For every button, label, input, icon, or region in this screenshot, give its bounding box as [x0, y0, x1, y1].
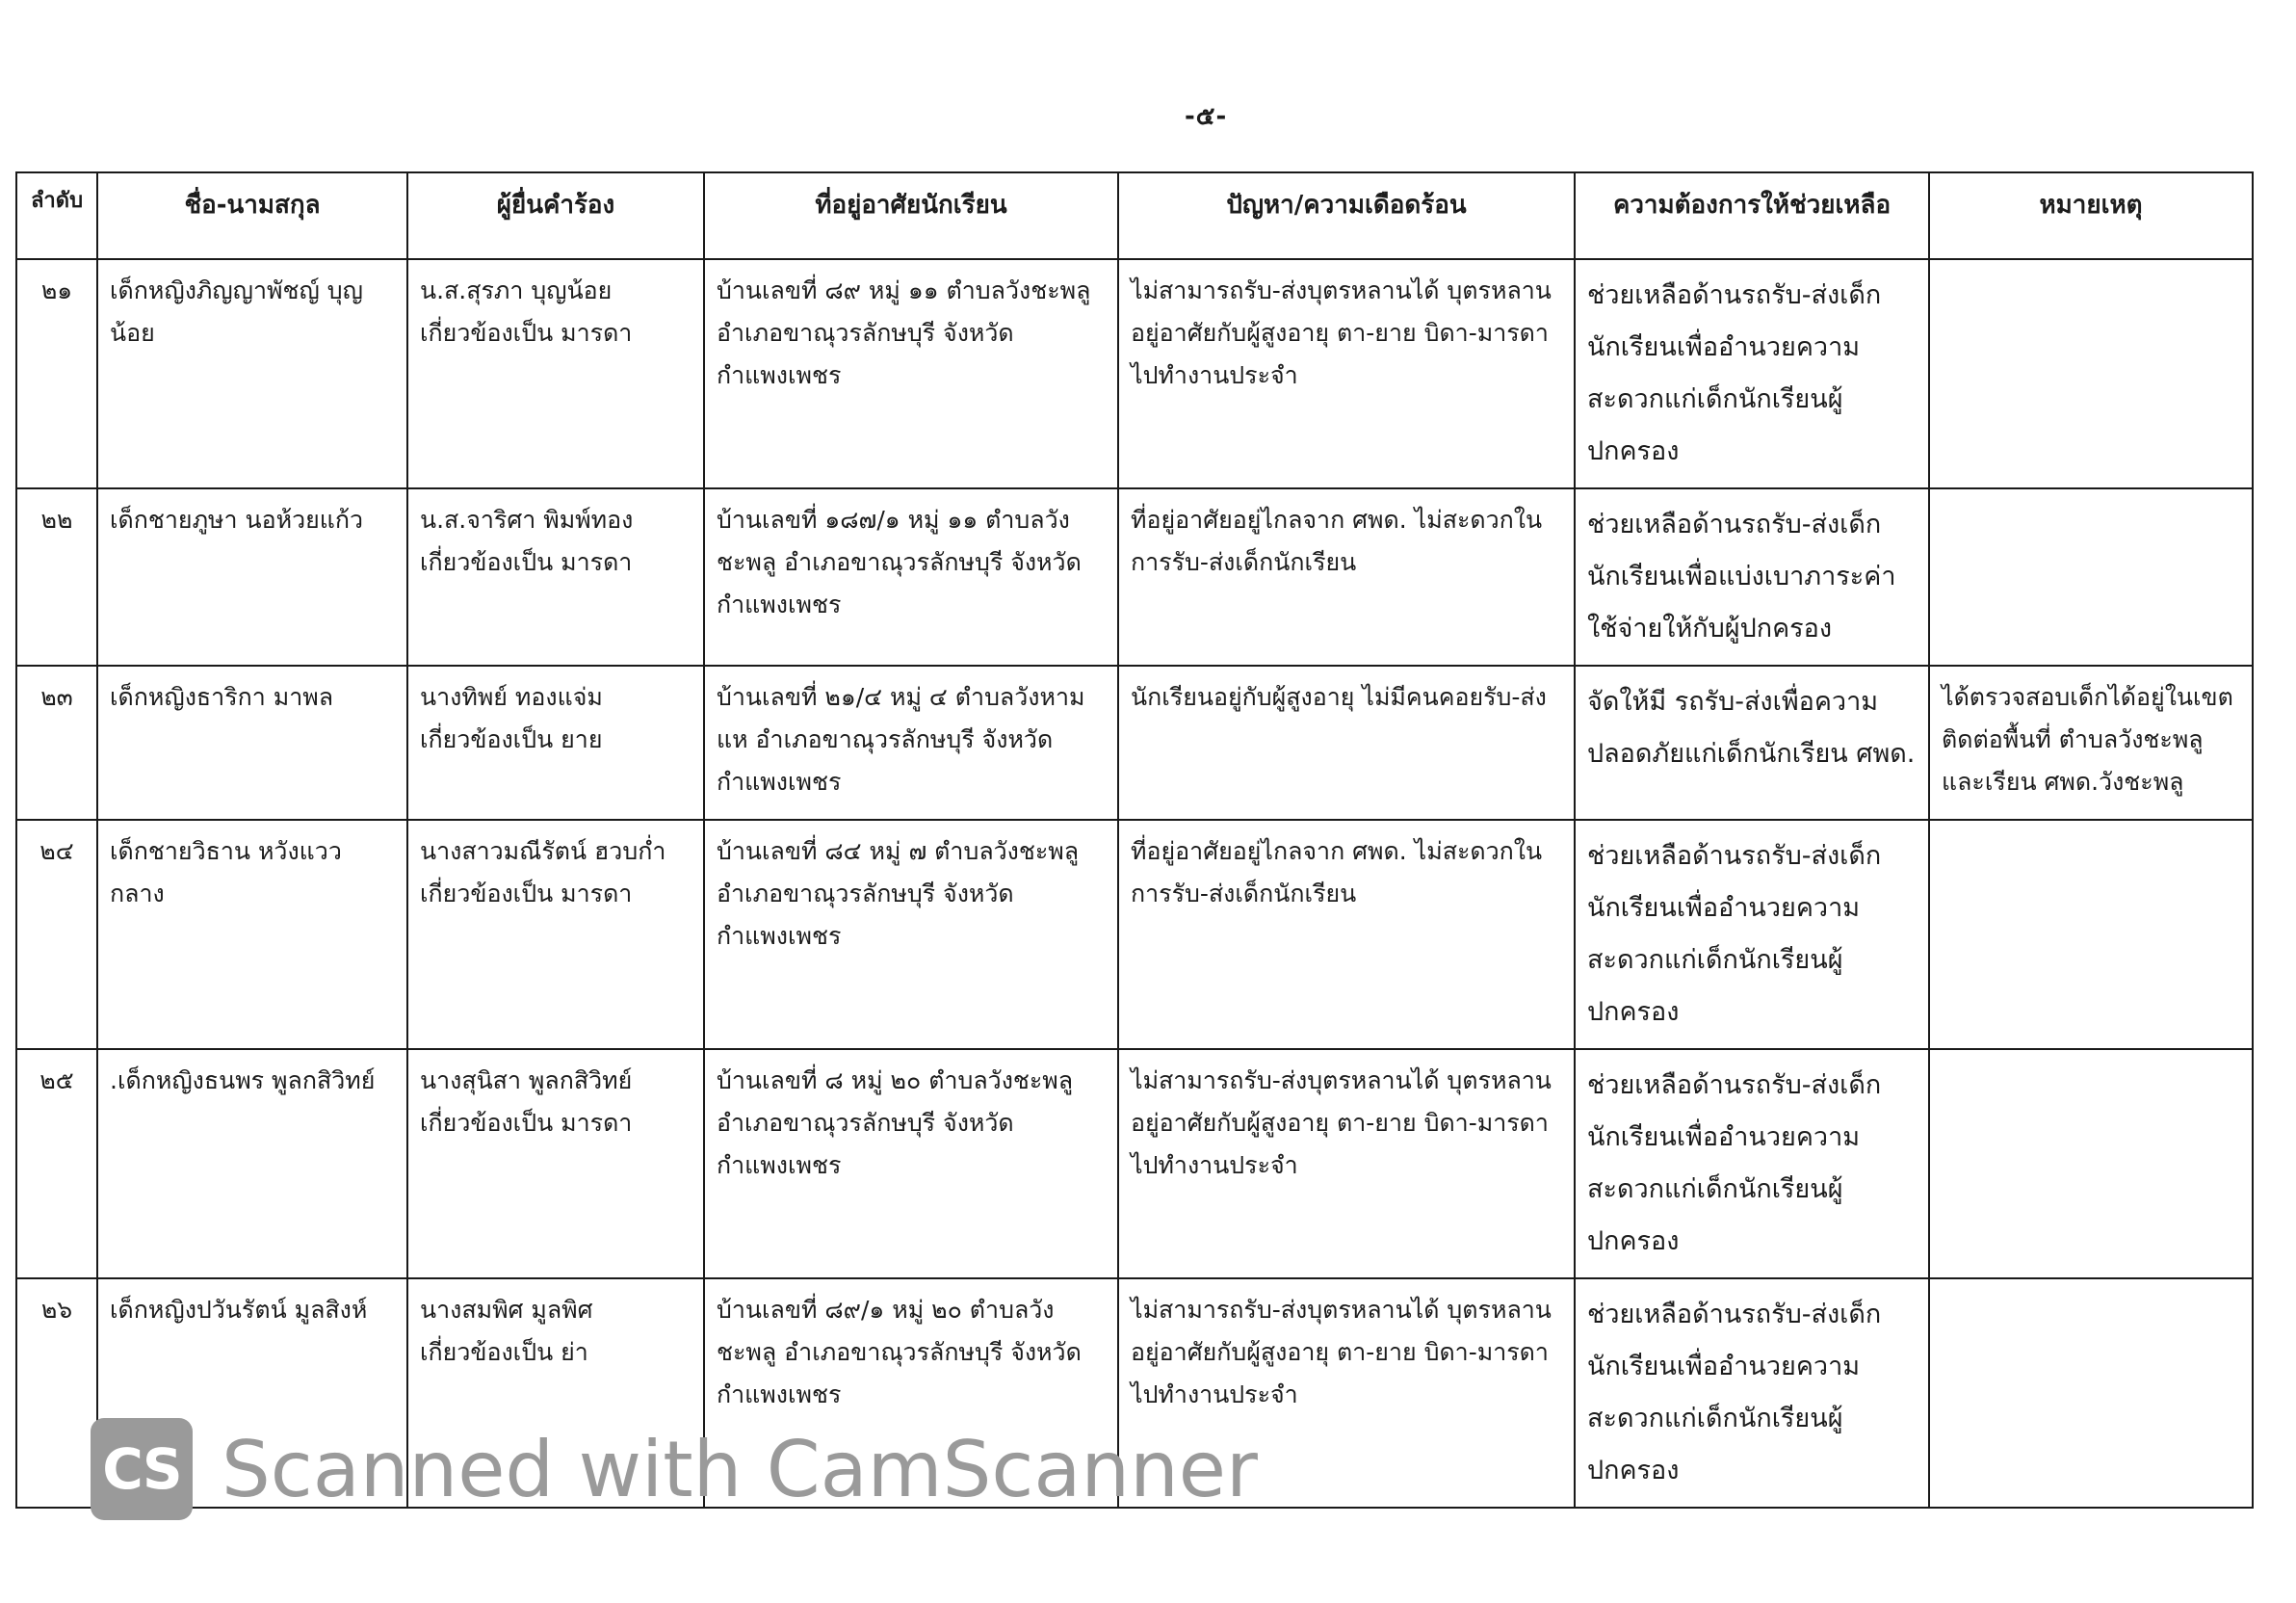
header-applicant: ผู้ยื่นคำร้อง	[407, 172, 704, 259]
cell-remark	[1929, 1049, 2253, 1278]
header-problem: ปัญหา/ความเดือดร้อน	[1118, 172, 1575, 259]
cell-need: ช่วยเหลือด้านรถรับ-ส่งเด็กนักเรียนเพื่ออำนวยความสะดวกแก่เด็กนักเรียนผู้ปกครอง	[1575, 1049, 1929, 1278]
cell-no: ๒๑	[16, 259, 97, 488]
cell-problem: ที่อยู่อาศัยอยู่ไกลจาก ศพด. ไม่สะดวกในการรับ-ส่งเด็กนักเรียน	[1118, 820, 1575, 1049]
cell-problem: ไม่สามารถรับ-ส่งบุตรหลานได้ บุตรหลานอยู่อาศัยกับผู้สูงอายุ ตา-ยาย บิดา-มารดาไปทำงานประจำ	[1118, 1049, 1575, 1278]
cell-applicant: นางสมพิศ มูลพิศ เกี่ยวข้องเป็น ย่า	[407, 1278, 704, 1508]
cell-need: ช่วยเหลือด้านรถรับ-ส่งเด็กนักเรียนเพื่อแบ่งเบาภาระค่าใช้จ่ายให้กับผู้ปกครอง	[1575, 488, 1929, 666]
table-row	[16, 820, 2253, 1049]
cell-name: เด็กหญิงธาริกา มาพล	[97, 666, 407, 820]
header-address: ที่อยู่อาศัยนักเรียน	[704, 172, 1118, 259]
cell-remark	[1929, 259, 2253, 488]
cell-address: บ้านเลขที่ ๘๙ หมู่ ๑๑ ตำบลวังชะพลู อำเภอขาณุวรลักษบุรี จังหวัดกำแพงเพชร	[704, 259, 1118, 488]
cell-address: บ้านเลขที่ ๘๔ หมู่ ๗ ตำบลวังชะพลู อำเภอขาณุวรลักษบุรี จังหวัดกำแพงเพชร	[704, 820, 1118, 1049]
cell-problem: ที่อยู่อาศัยอยู่ไกลจาก ศพด. ไม่สะดวกในการรับ-ส่งเด็กนักเรียน	[1118, 488, 1575, 666]
cell-no: ๒๕	[16, 1049, 97, 1278]
cell-remark	[1929, 1278, 2253, 1508]
cell-need: จัดให้มี รถรับ-ส่งเพื่อความปลอดภัยแก่เด็กนักเรียน ศพด.	[1575, 666, 1929, 820]
table-row	[16, 259, 2253, 488]
cell-need: ช่วยเหลือด้านรถรับ-ส่งเด็กนักเรียนเพื่ออำนวยความสะดวกแก่เด็กนักเรียนผู้ปกครอง	[1575, 259, 1929, 488]
cell-name: เด็กหญิงภิญญาพัชญ์ บุญน้อย	[97, 259, 407, 488]
cell-name: .เด็กหญิงธนพร พูลกสิวิทย์	[97, 1049, 407, 1278]
cell-remark	[1929, 820, 2253, 1049]
cell-problem: นักเรียนอยู่กับผู้สูงอายุ ไม่มีคนคอยรับ-ส่ง	[1118, 666, 1575, 820]
cell-remark: ได้ตรวจสอบเด็กได้อยู่ในเขตติดต่อพื้นที่ ตำบลวังชะพลูและเรียน ศพด.วังชะพลู	[1929, 666, 2253, 820]
cell-no: ๒๖	[16, 1278, 97, 1508]
cell-name: เด็กชายภูษา นอห้วยแก้ว	[97, 488, 407, 666]
cell-address: บ้านเลขที่ ๘ หมู่ ๒๐ ตำบลวังชะพลู อำเภอขาณุวรลักษบุรี จังหวัดกำแพงเพชร	[704, 1049, 1118, 1278]
cell-problem: ไม่สามารถรับ-ส่งบุตรหลานได้ บุตรหลานอยู่อาศัยกับผู้สูงอายุ ตา-ยาย บิดา-มารดาไปทำงานประจำ	[1118, 1278, 1575, 1508]
header-need: ความต้องการให้ช่วยเหลือ	[1575, 172, 1929, 259]
camscanner-watermark	[91, 1418, 1258, 1520]
cell-remark	[1929, 488, 2253, 666]
cell-address: บ้านเลขที่ ๒๑/๔ หมู่ ๔ ตำบลวังหามแห อำเภอขาณุวรลักษบุรี จังหวัดกำแพงเพชร	[704, 666, 1118, 820]
cell-name: เด็กชายวิธาน หวังแววกลาง	[97, 820, 407, 1049]
cell-no: ๒๒	[16, 488, 97, 666]
header-remark: หมายเหตุ	[1929, 172, 2253, 259]
records-table	[15, 171, 2254, 1509]
cell-need: ช่วยเหลือด้านรถรับ-ส่งเด็กนักเรียนเพื่ออำนวยความสะดวกแก่เด็กนักเรียนผู้ปกครอง	[1575, 820, 1929, 1049]
camscanner-logo-icon: CS	[91, 1418, 193, 1520]
cell-no: ๒๓	[16, 666, 97, 820]
cell-applicant: น.ส.สุรภา บุญน้อย เกี่ยวข้องเป็น มารดา	[407, 259, 704, 488]
table-row	[16, 666, 2253, 820]
cell-applicant: น.ส.จาริศา พิมพ์ทอง เกี่ยวข้องเป็น มารดา	[407, 488, 704, 666]
cell-no: ๒๔	[16, 820, 97, 1049]
cell-name: เด็กหญิงปวันรัตน์ มูลสิงห์	[97, 1278, 407, 1508]
table-row	[16, 1049, 2253, 1278]
page-number: -๕-	[1185, 102, 1228, 131]
header-no: ลำดับ	[16, 172, 97, 259]
cell-problem: ไม่สามารถรับ-ส่งบุตรหลานได้ บุตรหลานอยู่อาศัยกับผู้สูงอายุ ตา-ยาย บิดา-มารดาไปทำงานประจำ	[1118, 259, 1575, 488]
cell-address: บ้านเลขที่ ๑๘๗/๑ หมู่ ๑๑ ตำบลวังชะพลู อำเภอขาณุวรลักษบุรี จังหวัดกำแพงเพชร	[704, 488, 1118, 666]
cell-applicant: นางสุนิสา พูลกสิวิทย์ เกี่ยวข้องเป็น มารดา	[407, 1049, 704, 1278]
table-row	[16, 488, 2253, 666]
cell-applicant: นางสาวมณีรัตน์ ฮวบก่ำ เกี่ยวข้องเป็น มารดา	[407, 820, 704, 1049]
cell-need: ช่วยเหลือด้านรถรับ-ส่งเด็กนักเรียนเพื่ออำนวยความสะดวกแก่เด็กนักเรียนผู้ปกครอง	[1575, 1278, 1929, 1508]
table-header-row	[16, 172, 2253, 259]
header-name: ชื่อ-นามสกุล	[97, 172, 407, 259]
camscanner-text: Scanned with CamScanner	[222, 1424, 1258, 1514]
cell-applicant: นางทิพย์ ทองแจ่ม เกี่ยวข้องเป็น ยาย	[407, 666, 704, 820]
cell-address: บ้านเลขที่ ๘๙/๑ หมู่ ๒๐ ตำบลวังชะพลู อำเภอขาณุวรลักษบุรี จังหวัดกำแพงเพชร	[704, 1278, 1118, 1508]
